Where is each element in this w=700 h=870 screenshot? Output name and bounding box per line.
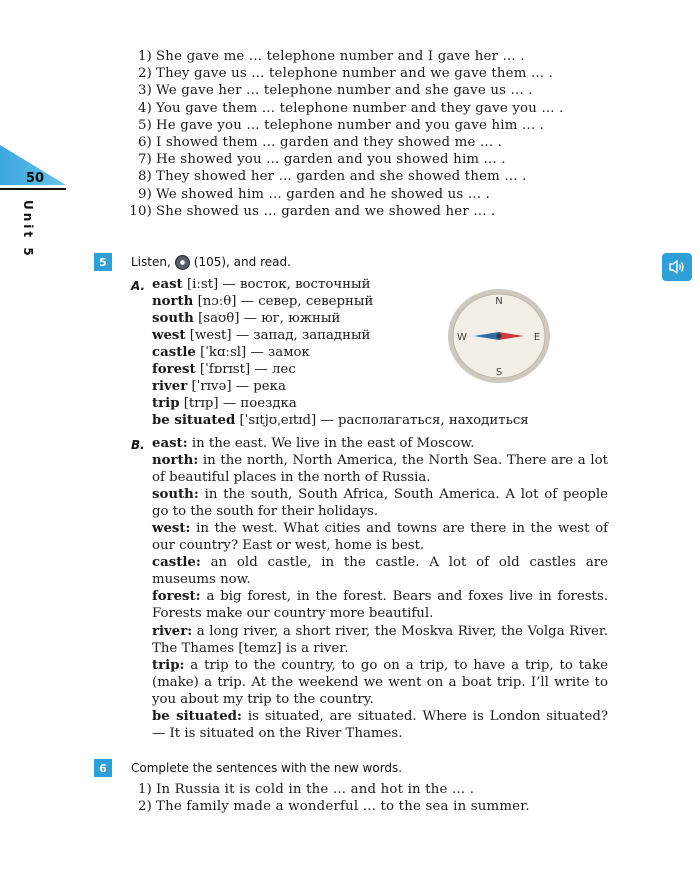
- vocab-item: east [iːst] — восток, восточный: [152, 277, 371, 292]
- vocab-item: be situated [ˈsɪtjʊˌeɪtɪd] — располагаться, находиться: [152, 413, 529, 428]
- list-item: 2) The family made a wonderful ... to the sea in summer.: [137, 799, 530, 815]
- list-item: 1) She gave me ... telephone number and I gave her ... .: [137, 49, 525, 64]
- compass-south-label: S: [495, 367, 503, 378]
- audio-cd-icon: [175, 255, 190, 270]
- vocab-item: river [ˈrɪvə] — река: [152, 379, 286, 394]
- example-paragraph: be situated: is situated, are situated. Where is London situated? — It is situated on the River Thames.: [152, 708, 608, 741]
- list-item: 9) We showed him ... garden and he showed us ... .: [137, 186, 491, 202]
- page-number: 50: [26, 171, 45, 186]
- example-paragraph: castle: an old castle, in the castle. A lot of old castles are museums now.: [152, 555, 608, 588]
- exercise-5-instruction: [131, 253, 291, 271]
- vocab-item: south [saʊθ] — юг, южный: [152, 311, 341, 326]
- unit-label: Unit 5: [21, 200, 35, 259]
- speaker-icon: [668, 259, 686, 275]
- example-paragraph: east: in the east. We live in the east of Moscow.: [152, 436, 475, 451]
- section-a-label: A.: [131, 279, 146, 293]
- compass-west-label: W: [457, 332, 467, 343]
- vocab-item: trip [trɪp] — поездка: [152, 396, 297, 411]
- exercise-6-instruction: Complete the sentences with the new words.: [131, 761, 403, 775]
- list-item: 6) I showed them ... garden and they showed me ... .: [137, 135, 503, 151]
- compass-north-label: N: [495, 296, 503, 307]
- list-item: 4) You gave them ... telephone number and they gave you ... .: [137, 100, 564, 116]
- compass-east-label: E: [533, 332, 541, 343]
- compass-illustration: [446, 287, 552, 385]
- vocab-item: castle [ˈkɑːsl] — замок: [152, 345, 310, 360]
- exercise-4-sentences: [120, 48, 610, 220]
- page-divider: [0, 188, 66, 190]
- audio-play-button[interactable]: [662, 253, 692, 281]
- examples-text: [152, 435, 608, 742]
- list-item: 7) He showed you ... garden and you showed him ... .: [137, 152, 506, 168]
- list-item: 3) We gave her ... telephone number and she gave us ... .: [137, 83, 533, 99]
- example-paragraph: west: in the west. What cities and towns are there in the west of our country? East or west, home is best.: [152, 521, 608, 554]
- example-paragraph: forest: a big forest, in the forest. Bears and foxes live in forests. Forests make our country more beautiful.: [152, 589, 608, 622]
- example-paragraph: south: in the south, South Africa, South America. A lot of people go to the south for their holidays.: [152, 487, 608, 520]
- exercise-5-badge: 5: [94, 253, 112, 271]
- exercise-6-badge: 6: [94, 759, 112, 777]
- vocab-item: north [nɔːθ] — север, северный: [152, 294, 374, 309]
- example-paragraph: north: in the north, North America, the North Sea. There are a lot of beautiful places in the north of Russia.: [152, 453, 608, 486]
- example-paragraph: river: a long river, a short river, the Moskva River, the Volga River. The Thames [temz] is a river.: [152, 623, 608, 656]
- exercise-6-sentences: [132, 781, 602, 815]
- example-paragraph: trip: a trip to the country, to go on a trip, to have a trip, to take (make) a trip. At the weekend we went on a boat trip. I’ll write to you about my trip to the country.: [152, 657, 608, 707]
- list-item: 1) In Russia it is cold in the ... and hot in the ... .: [137, 782, 475, 797]
- vocab-item: forest [ˈfɒrɪst] — лес: [152, 362, 296, 377]
- vocab-item: west [west] — запад, западный: [152, 328, 371, 343]
- list-item: 2) They gave us ... telephone number and we gave them ... .: [137, 66, 554, 82]
- list-item: 10) She showed us ... garden and we showed her ... .: [129, 203, 496, 219]
- section-b-label: B.: [131, 438, 145, 452]
- instruction-text: (105), and read.: [193, 255, 291, 269]
- instruction-text: Listen,: [131, 255, 171, 269]
- list-item: 8) They showed her ... garden and she showed them ... .: [137, 169, 527, 185]
- list-item: 5) He gave you ... telephone number and you gave him ... .: [137, 117, 545, 133]
